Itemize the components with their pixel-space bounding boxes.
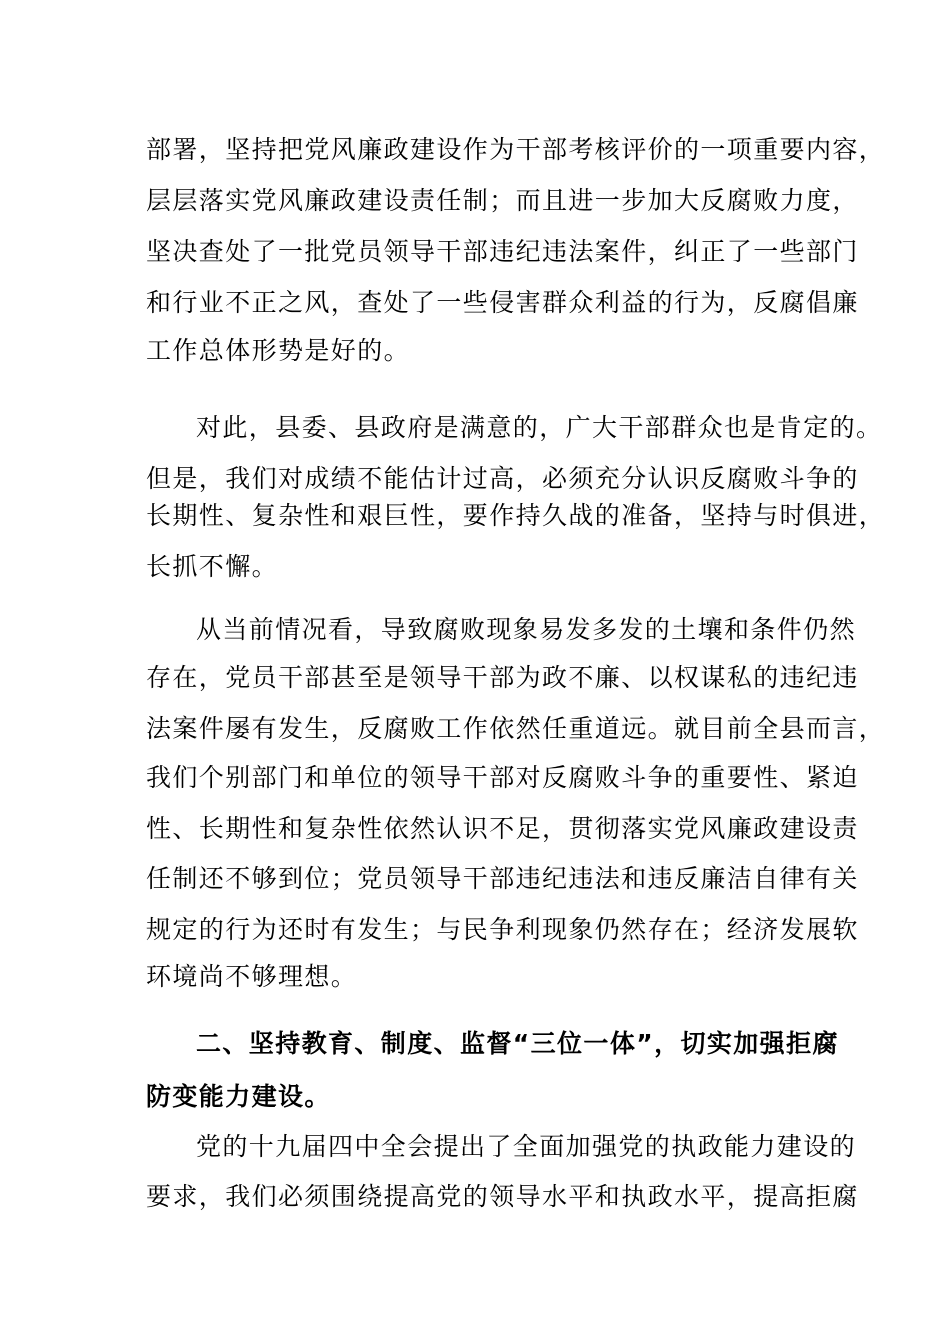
paragraph-1-line-5: 工作总体形势是好的。	[146, 336, 411, 365]
paragraph-3-line-6: 任制还不够到位；党员领导干部违纪违法和违反廉洁自律有关	[146, 864, 859, 893]
paragraph-2-line-3: 长期性、复杂性和艰巨性，要作持久战的准备，坚持与时俱进，	[146, 501, 886, 530]
paragraph-2-line-4: 长抓不懈。	[146, 552, 279, 581]
paragraph-3-line-3: 法案件屡有发生，反腐败工作依然任重道远。就目前全县而言，	[146, 714, 886, 743]
paragraph-5-line-1: 党的十九届四中全会提出了全面加强党的执政能力建设的	[196, 1132, 857, 1161]
paragraph-3-line-7: 规定的行为还时有发生；与民争利现象仍然存在；经济发展软	[146, 915, 859, 944]
paragraph-5-line-2: 要求，我们必须围绕提高党的领导水平和执政水平，提高拒腐	[146, 1182, 859, 1211]
section-heading-line-1: 二、坚持教育、制度、监督“三位一体”，切实加强拒腐	[196, 1029, 839, 1058]
paragraph-3-line-1: 从当前情况看，导致腐败现象易发多发的土壤和条件仍然	[196, 615, 857, 644]
paragraph-3-line-8: 环境尚不够理想。	[146, 962, 358, 991]
paragraph-2-line-2: 但是，我们对成绩不能估计过高，必须充分认识反腐败斗争的	[146, 464, 859, 493]
paragraph-3-line-5: 性、长期性和复杂性依然认识不足，贯彻落实党风廉政建设责	[146, 814, 859, 843]
paragraph-2-line-1: 对此，县委、县政府是满意的，广大干部群众也是肯定的。	[196, 413, 883, 442]
paragraph-3-line-4: 我们个别部门和单位的领导干部对反腐败斗争的重要性、紧迫	[146, 763, 859, 792]
paragraph-3-line-2: 存在，党员干部甚至是领导干部为政不廉、以权谋私的违纪违	[146, 663, 859, 692]
paragraph-1-line-2: 层层落实党风廉政建设责任制；而且进一步加大反腐败力度，	[146, 186, 859, 215]
paragraph-1-line-1: 部署，坚持把党风廉政建设作为干部考核评价的一项重要内容，	[146, 135, 886, 164]
paragraph-1-line-4: 和行业不正之风，查处了一些侵害群众利益的行为，反腐倡廉	[146, 288, 859, 317]
paragraph-1-line-3: 坚决查处了一批党员领导干部违纪违法案件，纠正了一些部门	[146, 237, 859, 266]
section-heading-line-2: 防变能力建设。	[146, 1082, 331, 1111]
